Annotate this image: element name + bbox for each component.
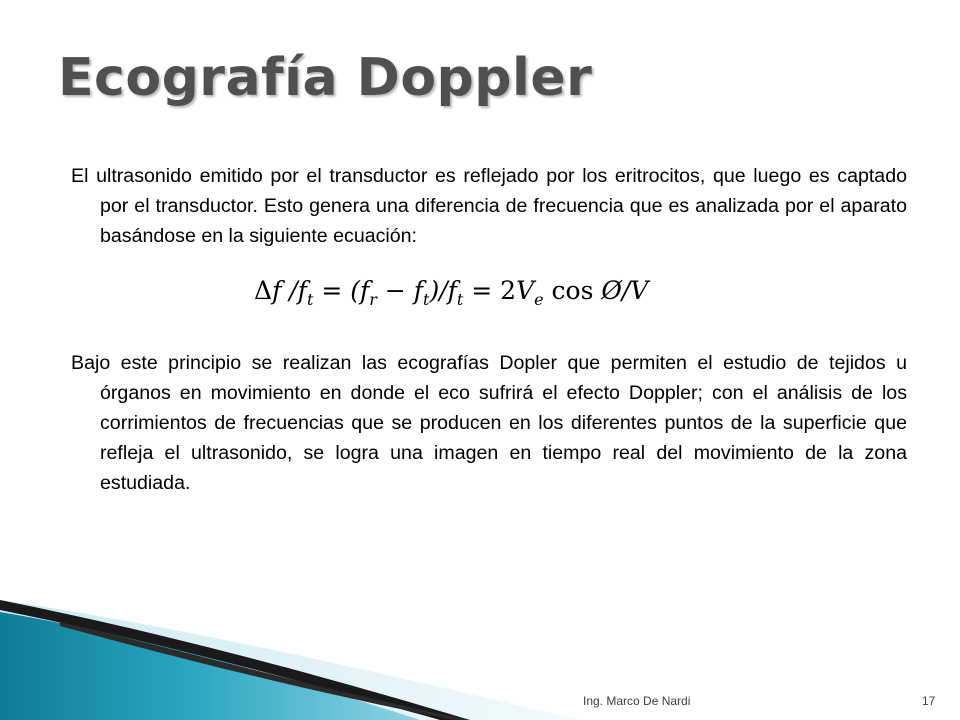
decorative-arrow-icon xyxy=(12,73,36,97)
doppler-equation xyxy=(254,276,714,320)
page-number: 17 xyxy=(922,694,936,708)
body-paragraph-2: Bajo este principio se realizan las ecografías Dopler que permiten el estudio de tejidos u órganos en movimiento en donde el eco sufrirá el efecto Doppler; con el análisis de los corrimientos de frecuencias que se producen en los diferentes puntos de la superficie que refleja el ultrasonido, se logra una imagen en tiempo real del movimiento de la zona estudiada. xyxy=(71,352,907,494)
slide-title: Ecografía Doppler xyxy=(58,48,593,108)
body-paragraph-1: El ultrasonido emitido por el transductor es reflejado por los eritrocitos, que luego es captado por el transductor. Esto genera una diferencia de frecuencia que es analizada por el aparato basándose en la siguiente ecuación: xyxy=(71,165,907,247)
equation-text: Δf $/f_t = (f_r - f_t)/f_t = 2V_e$ cos Ø/V xyxy=(254,276,649,309)
footer-author: Ing. Marco De Nardi xyxy=(583,694,691,708)
